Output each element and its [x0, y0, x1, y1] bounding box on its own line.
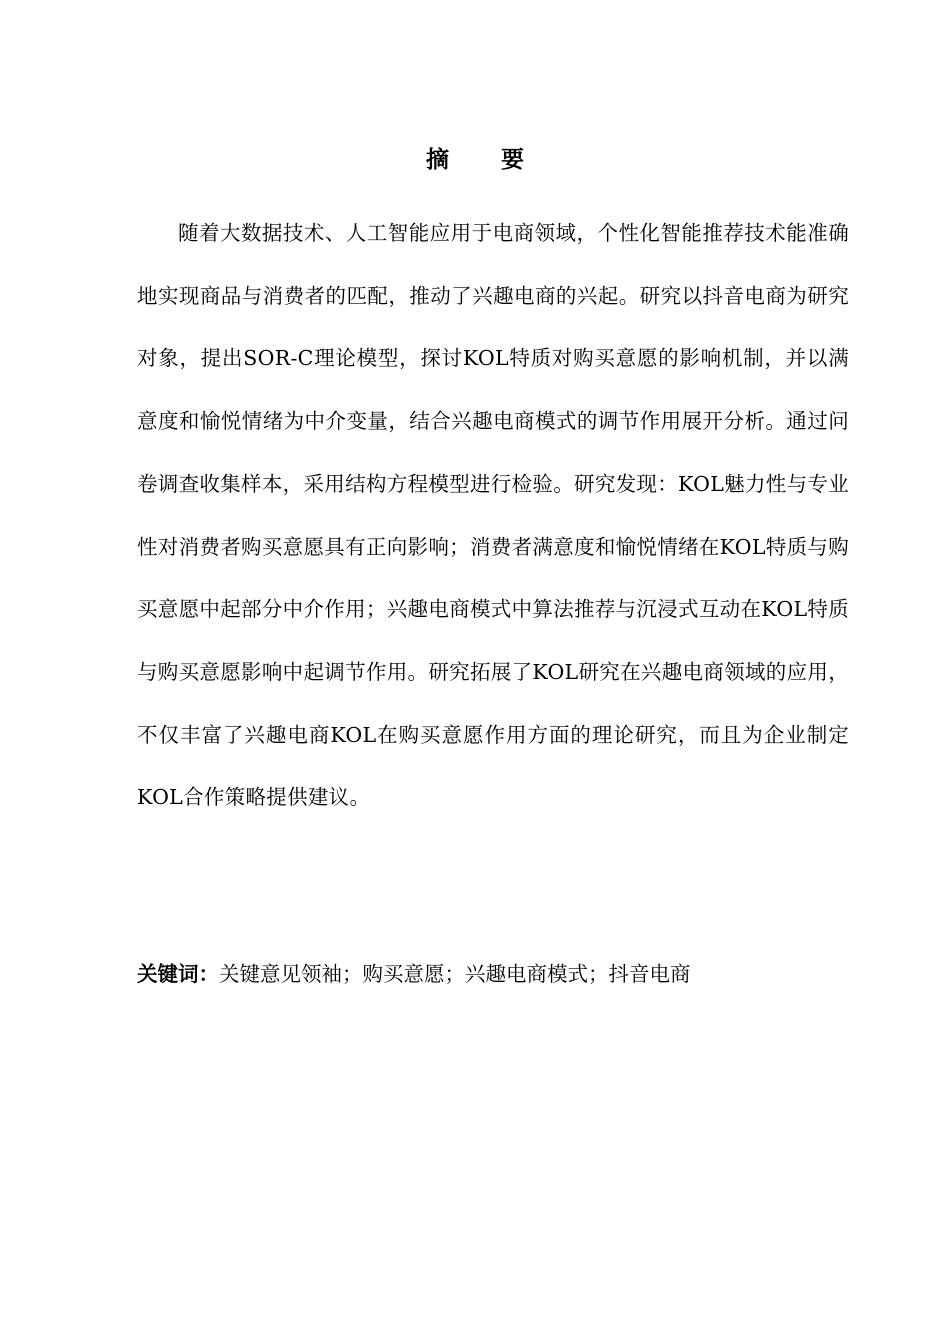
heading-char-1: 摘	[426, 147, 449, 173]
abstract-heading	[0, 142, 950, 178]
keywords-text: 关键意见领袖；购买意愿；兴趣电商模式；抖音电商	[219, 962, 691, 986]
keywords-label: 关键词：	[137, 962, 219, 986]
abstract-body: 随着大数据技术、人工智能应用于电商领域，个性化智能推荐技术能准确地实现商品与消费者的匹配，推动了兴趣电商的兴起。研究以抖音电商为研究对象，提出SOR-C理论模型，探讨KOL特质对购买意愿的影响机制，并以满意度和愉悦情绪为中介变量，结合兴趣电商模式的调节作用展开分析。通过问卷调查收集样本，采用结构方程模型进行检验。研究发现：KOL魅力性与专业性对消费者购买意愿具有正向影响；消费者满意度和愉悦情绪在KOL特质与购买意愿中起部分中介作用；兴趣电商模式中算法推荐与沉浸式互动在KOL特质与购买意愿影响中起调节作用。研究拓展了KOL研究在兴趣电商领域的应用，不仅丰富了兴趣电商KOL在购买意愿作用方面的理论研究，而且为企业制定KOL合作策略提供建议。	[137, 221, 849, 810]
heading-char-2: 要	[501, 147, 524, 173]
keywords-line	[137, 956, 849, 992]
